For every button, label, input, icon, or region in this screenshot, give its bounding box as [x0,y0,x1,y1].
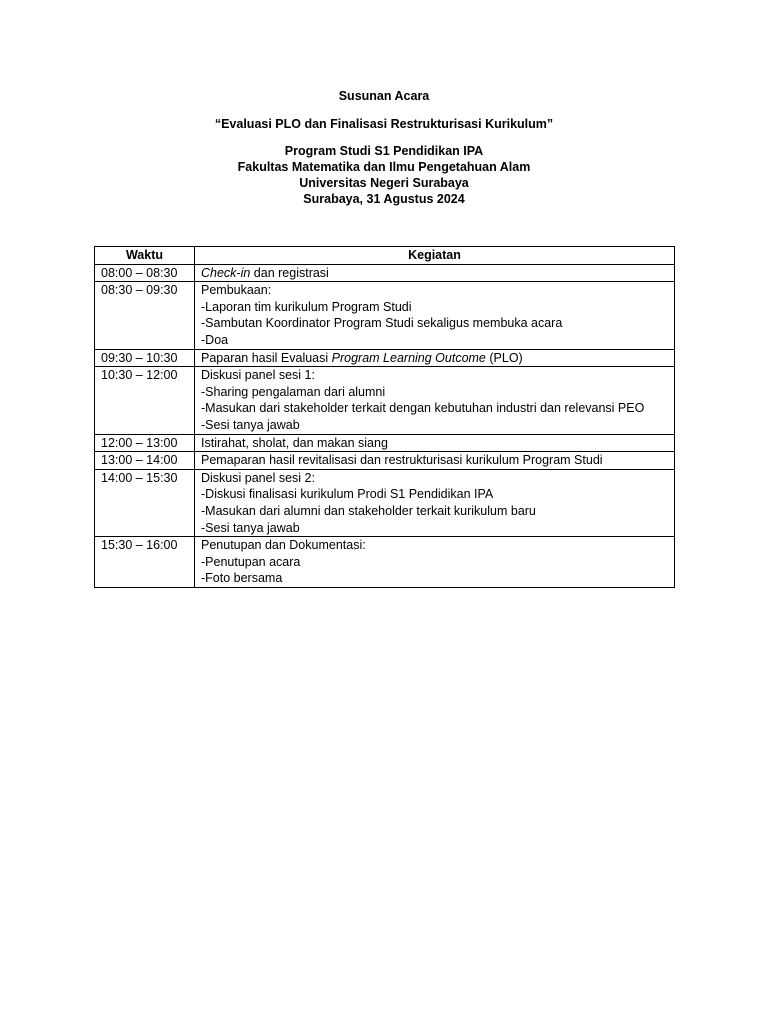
activity-text: Paparan hasil Evaluasi [201,350,332,365]
activity-text: Istirahat, sholat, dan makan siang [201,435,388,450]
activity-cell [195,469,675,536]
time-cell: 14:00 – 15:30 [95,469,195,536]
activity-text: -Sesi tanya jawab [201,417,300,432]
activity-text: -Laporan tim kurikulum Program Studi [201,299,412,314]
activity-text: -Doa [201,332,229,347]
organizer-block [0,143,768,207]
activity-line [201,570,668,587]
activity-text: Pembukaan: [201,283,272,298]
time-cell: 13:00 – 14:00 [95,452,195,470]
activity-cell [195,264,675,282]
activity-text: Penutupan dan Dokumentasi: [201,538,366,553]
activity-text: -Masukan dari stakeholder terkait dengan kebutuhan industri dan relevansi PEO [201,401,645,416]
table-row [95,264,675,282]
activity-line [201,520,668,537]
activity-line [201,400,668,417]
header-activity: Kegiatan [195,247,675,265]
activity-line [201,350,668,367]
table-row [95,469,675,536]
activity-text: Diskusi panel sesi 1: [201,368,315,383]
activity-text-italic: Program Learning Outcome [331,350,486,365]
activity-text: -Masukan dari alumni dan stakeholder terkait kurikulum baru [201,503,536,518]
activity-cell [195,452,675,470]
activity-line [201,503,668,520]
schedule-body [95,264,675,587]
event-name: “Evaluasi PLO dan Finalisasi Restrukturisasi Kurikulum” [214,117,554,131]
activity-line [201,470,668,487]
table-row [95,434,675,452]
university-name: Universitas Negeri Surabaya [299,176,469,190]
time-cell: 12:00 – 13:00 [95,434,195,452]
program-name: Program Studi S1 Pendidikan IPA [284,144,484,158]
activity-text: -Penutupan acara [201,554,301,569]
activity-line [201,417,668,434]
activity-line [201,367,668,384]
time-cell: 08:30 – 09:30 [95,282,195,349]
time-cell: 09:30 – 10:30 [95,349,195,367]
activity-text: -Sharing pengalaman dari alumni [201,384,386,399]
table-row [95,349,675,367]
activity-line [201,282,668,299]
activity-cell [195,282,675,349]
time-cell: 10:30 – 12:00 [95,367,195,434]
activity-line [201,554,668,571]
activity-line [201,315,668,332]
activity-line [201,265,668,282]
table-row [95,537,675,588]
activity-text: Diskusi panel sesi 2: [201,470,315,485]
header-time: Waktu [95,247,195,265]
document-title: Susunan Acara [338,89,430,103]
activity-cell [195,367,675,434]
table-row [95,282,675,349]
place-date: Surabaya, 31 Agustus 2024 [303,192,465,206]
activity-cell [195,349,675,367]
activity-text: Pemaparan hasil revitalisasi dan restrukturisasi kurikulum Program Studi [201,453,603,468]
activity-text-italic: Check-in [201,265,251,280]
activity-line [201,486,668,503]
activity-text: -Foto bersama [201,571,283,586]
time-cell: 15:30 – 16:00 [95,537,195,588]
activity-cell [195,537,675,588]
schedule-table [94,246,675,588]
activity-line [201,452,668,469]
table-row [95,367,675,434]
activity-line [201,332,668,349]
activity-text: -Sambutan Koordinator Program Studi sekaligus membuka acara [201,316,563,331]
table-row [95,452,675,470]
activity-line [201,435,668,452]
table-header-row [95,247,675,265]
activity-text: (PLO) [485,350,523,365]
activity-text: -Diskusi finalisasi kurikulum Prodi S1 Pendidikan IPA [201,487,494,502]
time-cell: 08:00 – 08:30 [95,264,195,282]
activity-line [201,299,668,316]
activity-cell [195,434,675,452]
faculty-name: Fakultas Matematika dan Ilmu Pengetahuan Alam [237,160,531,174]
activity-line [201,537,668,554]
activity-line [201,384,668,401]
activity-text: -Sesi tanya jawab [201,520,300,535]
activity-text: dan registrasi [250,265,329,280]
